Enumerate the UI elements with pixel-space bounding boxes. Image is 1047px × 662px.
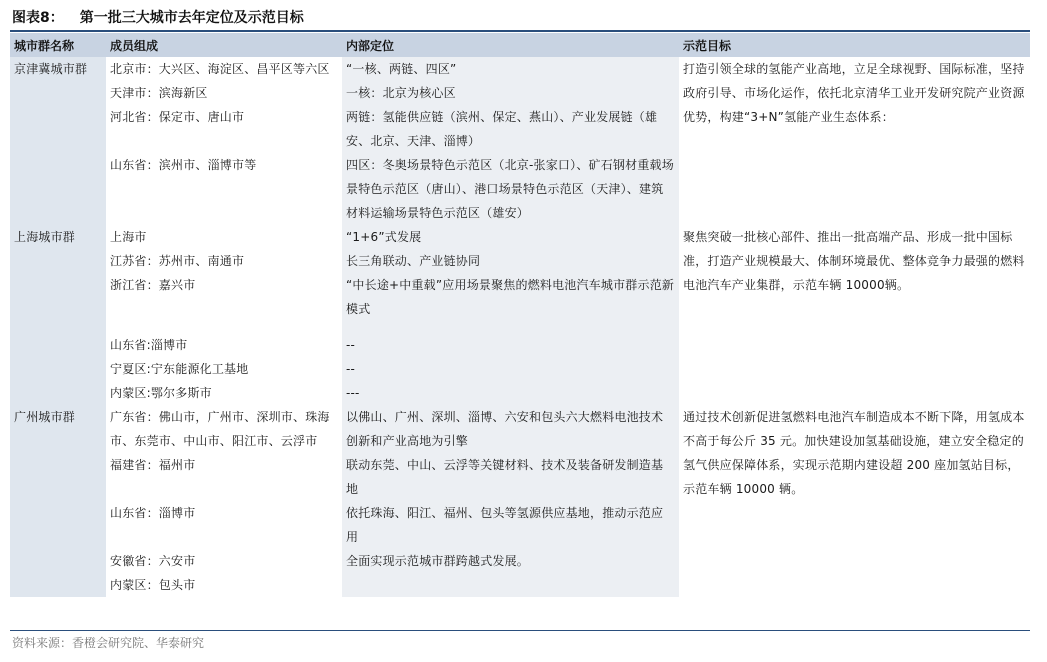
member-cell: 安徽省：六安市 — [110, 554, 196, 568]
position-cell: -- — [342, 357, 679, 381]
target-cell: 聚焦突破一批核心部件、推出一批高端产品、形成一批中国标准，打造产业规模最大、体制环境最优、整体竞争力最强的燃料电池汽车产业集群，示范车辆 10000辆。 — [683, 230, 1025, 292]
table-row — [10, 57, 1030, 81]
position-cell: “1+6”式发展 — [342, 225, 679, 249]
position-cell: 以佛山、广州、深圳、淄博、六安和包头六大燃料电池技术创新和产业高地为引擎 — [342, 405, 679, 453]
target-cell: 通过技术创新促进氢燃料电池汽车制造成本不断下降，用氢成本不高于每公斤 35 元。加快建设加氢基础设施，建立安全稳定的氢气供应保障体系，实现示范期内建设超 200 座加氢站目标，示范车辆 10000 辆。 — [683, 410, 1025, 496]
table-row — [10, 225, 1030, 249]
cluster-name: 京津冀城市群 — [10, 57, 106, 225]
position-cell: 全面实现示范城市群跨越式发展。 — [342, 549, 679, 573]
footer-rule — [10, 630, 1030, 631]
position-cell: 两链：氢能供应链（滨州、保定、燕山）、产业发展链（雄安、北京、天津、淄博） — [342, 105, 679, 153]
member-cell: 天津市：滨海新区 — [110, 86, 208, 100]
city-cluster-table — [10, 33, 1030, 597]
member-cell: 宁夏区:宁东能源化工基地 — [110, 362, 249, 376]
position-cell: --- — [342, 381, 679, 405]
spacer-cell — [106, 321, 342, 333]
header-demo-target: 示范目标 — [679, 33, 1030, 57]
position-cell — [342, 573, 679, 597]
position-cell: 长三角联动、产业链协同 — [342, 249, 679, 273]
position-cell: 四区：冬奥场景特色示范区（北京-张家口）、矿石钢材重载场景特色示范区（唐山）、港口场景特色示范区（天津）、建筑材料运输场景特色示范区（雄安） — [342, 153, 679, 225]
position-cell: “一核、两链、四区” — [342, 57, 679, 81]
header-members: 成员组成 — [106, 33, 342, 57]
source-note: 资料来源：香橙会研究院、华泰研究 — [12, 636, 205, 650]
member-cell: 内蒙区：包头市 — [110, 578, 196, 592]
target-cell: 打造引领全球的氢能产业高地，立足全球视野、国际标准，坚持政府引导、市场化运作，依托北京清华工业开发研究院产业资源优势，构建“3+N”氢能产业生态体系： — [683, 62, 1025, 124]
member-cell: 北京市：大兴区、海淀区、昌平区等六区 — [110, 62, 330, 76]
position-cell: 联动东莞、中山、云浮等关键材料、技术及装备研发制造基地 — [342, 453, 679, 501]
figure-number: 图表8： — [12, 10, 64, 26]
cluster-name: 广州城市群 — [10, 405, 106, 597]
position-cell: -- — [342, 333, 679, 357]
member-cell: 山东省：滨州市、淄博市等 — [110, 158, 257, 172]
member-cell: 福建省：福州市 — [110, 458, 196, 472]
member-cell: 河北省：保定市、唐山市 — [110, 110, 245, 124]
member-cell: 山东省：淄博市 — [110, 506, 196, 520]
member-cell: 浙江省：嘉兴市 — [110, 278, 196, 292]
table-header-row — [10, 33, 1030, 57]
member-cell: 广东省：佛山市，广州市、深圳市、珠海市、东莞市、中山市、阳江市、云浮市 — [110, 410, 330, 448]
title-rule — [10, 30, 1030, 32]
table-row — [10, 405, 1030, 453]
member-cell: 山东省:淄博市 — [110, 338, 188, 352]
spacer-cell — [342, 321, 679, 333]
position-cell: 依托珠海、阳江、福州、包头等氢源供应基地，推动示范应用 — [342, 501, 679, 549]
member-cell: 内蒙区:鄂尔多斯市 — [110, 386, 212, 400]
header-internal-position: 内部定位 — [342, 33, 679, 57]
position-cell: “中长途+中重载”应用场景聚焦的燃料电池汽车城市群示范新模式 — [342, 273, 679, 321]
cluster-name: 上海城市群 — [10, 225, 106, 405]
member-cell: 江苏省：苏州市、南通市 — [110, 254, 245, 268]
member-cell: 上海市 — [110, 230, 147, 244]
position-cell: 一核：北京为核心区 — [342, 81, 679, 105]
header-cluster-name: 城市群名称 — [10, 33, 106, 57]
figure-title-text: 第一批三大城市去年定位及示范目标 — [79, 10, 304, 26]
figure-title — [12, 7, 304, 27]
